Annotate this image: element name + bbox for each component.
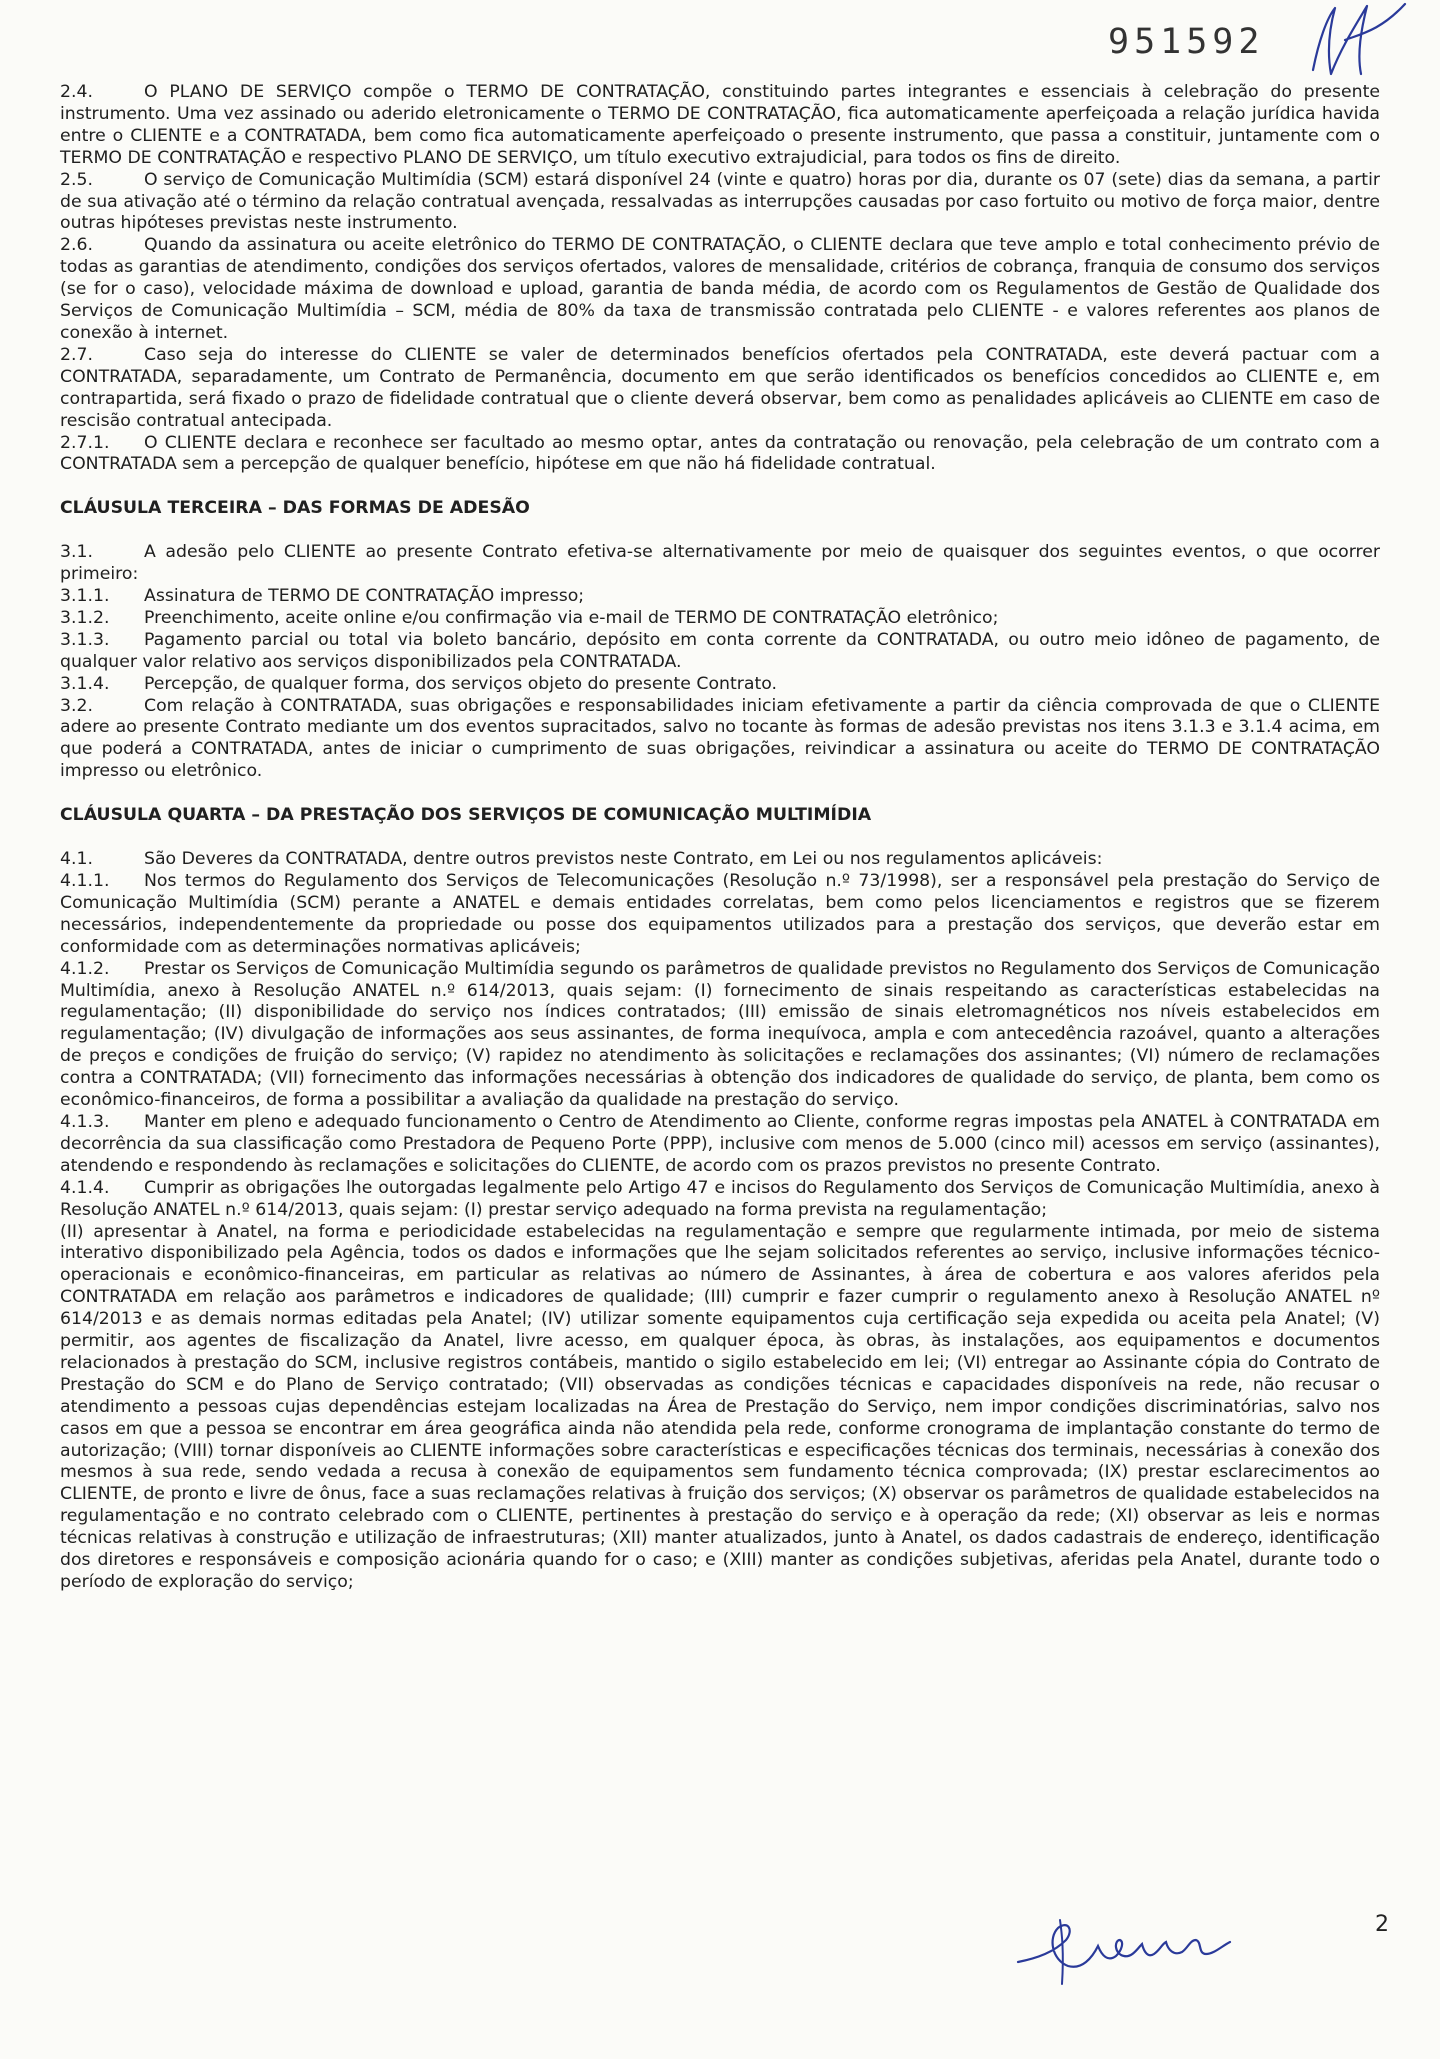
- clause-4-1: 4.1. São Deveres da CONTRATADA, dentre outros previstos neste Contrato, em Lei ou nos regulamentos aplicáveis:: [60, 849, 1103, 870]
- clause-2-7-1: 2.7.1. O CLIENTE declara e reconhece ser facultado ao mesmo optar, antes da contratação ou renovação, pela celebração de um contrato com a CONTRATADA sem a percepção de qualquer benefício, hipótese em que não há fidelidade contratual.: [60, 432, 1380, 475]
- clause-3-1-3: 3.1.3. Pagamento parcial ou total via boleto bancário, depósito em conta corrente da CONTRATADA, ou outro meio idôneo de pagamento, de qualquer valor relativo aos serviços disponibilizados pela CONTRATADA.: [60, 629, 1380, 672]
- clause-2-7: 2.7. Caso seja do interesse do CLIENTE se valer de determinados benefícios ofertados pela CONTRATADA, este deverá pactuar com a CONTRATADA, separadamente, um Contrato de Permanência, documento em que serão identificados os benefícios concedidos ao CLIENTE e, em contrapartida, será fixado o prazo de fidelidade contratual que o cliente deverá observar, bem como as penalidades aplicáveis ao CLIENTE em caso de rescisão contratual antecipada.: [60, 344, 1380, 431]
- page-number: 2: [1375, 1912, 1389, 1937]
- clause-4-1-4: 4.1.4. Cumprir as obrigações lhe outorgadas legalmente pelo Artigo 47 e incisos do Regulamento dos Serviços de Comunicação Multimídia, anexo à Resolução ANATEL n.º 614/2013, quais sejam: (I) prestar serviço adequado na forma prevista na regulamentação;: [60, 1177, 1380, 1220]
- contract-body: [60, 82, 1380, 1594]
- clause-3-1-1: 3.1.1. Assinatura de TERMO DE CONTRATAÇÃO impresso;: [60, 586, 585, 607]
- section-heading-third-clause: CLÁUSULA TERCEIRA – DAS FORMAS DE ADESÃO: [60, 498, 530, 519]
- clause-3-1-4: 3.1.4. Percepção, de qualquer forma, dos serviços objeto do presente Contrato.: [60, 673, 777, 694]
- clause-4-1-3: 4.1.3. Manter em pleno e adequado funcionamento o Centro de Atendimento ao Cliente, conforme regras impostas pela ANATEL à CONTRATADA em decorrência da sua classificação como Prestadora de Pequeno Porte (PPP), inclusive com menos de 5.000 (cinco mil) acessos em serviço (assinantes), atendendo e respondendo às reclamações e solicitações do CLIENTE, de acordo com os prazos previstos no presente Contrato.: [60, 1111, 1380, 1176]
- document-control-number: 951592: [1108, 22, 1265, 62]
- handwritten-signature: [1008, 1900, 1268, 1990]
- clause-2-6: 2.6. Quando da assinatura ou aceite eletrônico do TERMO DE CONTRATAÇÃO, o CLIENTE declara que teve amplo e total conhecimento prévio de todas as garantias de atendimento, condições dos serviços ofertados, valores de mensalidade, critérios de cobrança, franquia de consumo dos serviços (se for o caso), velocidade máxima de download e upload, garantia de banda média, de acordo com os Regulamentos de Gestão de Qualidade dos Serviços de Comunicação Multimídia – SCM, média de 80% da taxa de transmissão contratada pelo CLIENTE - e valores referentes aos planos de conexão à internet.: [60, 235, 1380, 343]
- clause-3-1: 3.1. A adesão pelo CLIENTE ao presente Contrato efetiva-se alternativamente por meio de quaisquer dos seguintes eventos, o que ocorrer primeiro:: [60, 542, 1380, 585]
- clause-2-4: 2.4. O PLANO DE SERVIÇO compõe o TERMO DE CONTRATAÇÃO, constituindo partes integrantes e essenciais à celebração do presente instrumento. Uma vez assinado ou aderido eletronicamente o TERMO DE CONTRATAÇÃO, fica automaticamente aperfeiçoada a relação jurídica havida entre o CLIENTE e a CONTRATADA, bem como fica automaticamente aperfeiçoado o presente instrumento, que passa a constituir, juntamente com o TERMO DE CONTRATAÇÃO e respectivo PLANO DE SERVIÇO, um título executivo extrajudicial, para todos os fins de direito.: [60, 82, 1380, 168]
- clause-4-1-2: 4.1.2. Prestar os Serviços de Comunicação Multimídia segundo os parâmetros de qualidade previstos no Regulamento dos Serviços de Comunicação Multimídia, anexo à Resolução ANATEL n.º 614/2013, quais sejam: (I) fornecimento de sinais respeitando as características estabelecidas na regulamentação; (II) disponibilidade do serviço nos índices contratados; (III) emissão de sinais eletromagnéticos nos níveis estabelecidos em regulamentação; (IV) divulgação de informações aos seus assinantes, de forma inequívoca, ampla e com antecedência razoável, quanto a alterações de preços e condições de fruição do serviço; (V) rapidez no atendimento às solicitações e reclamações dos assinantes; (VI) número de reclamações contra a CONTRATADA; (VII) fornecimento das informações necessárias à obtenção dos indicadores de qualidade do serviço, de planta, bem como os econômico-financeiros, de forma a possibilitar a avaliação da qualidade na prestação do serviço.: [60, 958, 1380, 1111]
- initials-mark: [1305, 0, 1415, 80]
- clause-4-1-4-continuation: (II) apresentar à Anatel, na forma e periodicidade estabelecidas na regulamentação e sempre que regularmente intimada, por meio de sistema interativo disponibilizado pela Agência, todos os dados e informações que lhe sejam solicitados referentes ao serviço, inclusive informações técnico-operacionais e econômico-financeiras, em particular as relativas ao número de Assinantes, à área de cobertura e aos valores aferidos pela CONTRATADA em relação aos parâmetros e indicadores de qualidade; (III) cumprir e fazer cumprir o regulamento anexo à Resolução ANATEL nº 614/2013 e as demais normas editadas pela Anatel; (IV) utilizar somente equipamentos cuja certificação seja expedida ou aceita pela Anatel; (V) permitir, aos agentes de fiscalização da Anatel, livre acesso, em qualquer época, às obras, às instalações, aos equipamentos e documentos relacionados à prestação do SCM, inclusive registros contábeis, mantido o sigilo estabelecido em lei; (VI) entregar ao Assinante cópia do Contrato de Prestação do SCM e do Plano de Serviço contratado; (VII) observadas as condições técnicas e capacidades disponíveis na rede, não recusar o atendimento a pessoas cujas dependências estejam localizadas na Área de Prestação do Serviço, nem impor condições discriminatórias, salvo nos casos em que a pessoa se encontrar em área geográfica ainda não atendida pela rede, conforme cronograma de implantação constante do termo de autorização; (VIII) tornar disponíveis ao CLIENTE informações sobre características e especificações técnicas dos terminais, necessárias à conexão dos mesmos à sua rede, sendo vedada a recusa à conexão de equipamentos sem fundamento técnica comprovada; (IX) prestar esclarecimentos ao CLIENTE, de pronto e livre de ônus, face a suas reclamações relativas à fruição dos serviços; (X) observar os parâmetros de qualidade estabelecidos na regulamentação e no contrato celebrado com o CLIENTE, pertinentes à prestação do serviço e à operação da rede; (XI) observar as leis e normas técnicas relativas à construção e utilização de infraestruturas; (XII) manter atualizados, junto à Anatel, os dados cadastrais de endereço, identificação dos diretores e responsáveis e composição acionária quando for o caso; e (XIII) manter as condições subjetivas, aferidas pela Anatel, durante todo o período de exploração do serviço;: [60, 1221, 1380, 1592]
- clause-3-1-2: 3.1.2. Preenchimento, aceite online e/ou confirmação via e-mail de TERMO DE CONTRATAÇÃO eletrônico;: [60, 607, 999, 628]
- section-heading-fourth-clause: CLÁUSULA QUARTA – DA PRESTAÇÃO DOS SERVIÇOS DE COMUNICAÇÃO MULTIMÍDIA: [60, 805, 872, 826]
- clause-4-1-1: 4.1.1. Nos termos do Regulamento dos Serviços de Telecomunicações (Resolução n.º 73/1998), ser a responsável pela prestação do Serviço de Comunicação Multimídia (SCM) perante a ANATEL e demais entidades correlatas, bem como pelos licenciamentos e registros que se fizerem necessários, independentemente da propriedade ou posse dos equipamentos utilizados para a prestação dos serviços, que deverão estar em conformidade com as determinações normativas aplicáveis;: [60, 871, 1380, 957]
- clause-2-5: 2.5. O serviço de Comunicação Multimídia (SCM) estará disponível 24 (vinte e quatro) horas por dia, durante os 07 (sete) dias da semana, a partir de sua ativação até o término da relação contratual avençada, ressalvadas as interrupções causadas por caso fortuito ou motivo de força maior, dentre outras hipóteses previstas neste instrumento.: [60, 169, 1380, 234]
- clause-3-2: 3.2. Com relação à CONTRATADA, suas obrigações e responsabilidades iniciam efetivamente a partir da ciência comprovada de que o CLIENTE adere ao presente Contrato mediante um dos eventos supracitados, salvo no tocante às formas de adesão previstas nos itens 3.1.3 e 3.1.4 acima, em que poderá a CONTRATADA, antes de iniciar o cumprimento de suas obrigações, reivindicar a assinatura ou aceite do TERMO DE CONTRATAÇÃO impresso ou eletrônico.: [60, 695, 1380, 782]
